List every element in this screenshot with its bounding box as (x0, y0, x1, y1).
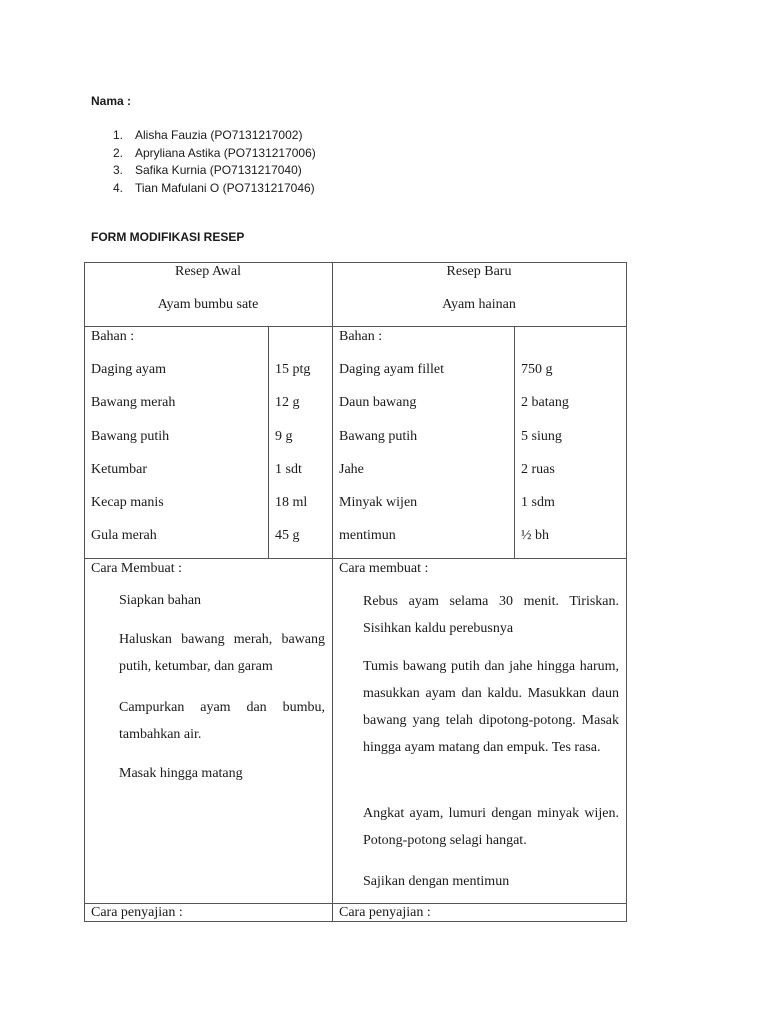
member-item (91, 180, 316, 198)
method-step: Haluskan bawang merah, bawang putih, ketumbar, dan garam (119, 632, 325, 674)
ingredient-name: Jahe (339, 462, 364, 477)
ingredient-name: Kecap manis (91, 495, 164, 510)
ingredient-name: Bawang merah (91, 395, 176, 410)
ingredient-qty: 45 g (275, 528, 300, 543)
ingredient-qty: 12 g (275, 395, 300, 410)
member-name: Apryliana Astika (PO7131217006) (135, 145, 316, 160)
right-dish-name: Ayam hainan (442, 297, 516, 312)
ingredient-qty: 15 ptg (275, 362, 311, 377)
ingredient-name: Daging ayam (91, 362, 167, 377)
member-number: 4. (113, 180, 124, 195)
ingredient-name: Daging ayam fillet (339, 362, 444, 377)
table-column-divider (332, 262, 333, 922)
ingredient-name: Bawang putih (91, 429, 170, 444)
ingredient-name: Daun bawang (339, 395, 417, 410)
left-heading: Resep Awal (175, 264, 241, 279)
ingredient-qty: 9 g (275, 429, 293, 444)
member-name: Tian Mafulani O (PO7131217046) (135, 180, 315, 195)
ingredient-name: mentimun (339, 528, 396, 543)
method-step: Masak hingga matang (119, 766, 243, 781)
member-name: Safika Kurnia (PO7131217040) (135, 163, 302, 177)
method-step: Siapkan bahan (119, 593, 202, 608)
right-heading: Resep Baru (446, 264, 512, 279)
left-serving-label: Cara penyajian : (91, 905, 183, 920)
member-list (91, 127, 316, 197)
member-item (91, 145, 316, 163)
member-item (91, 127, 316, 145)
right-serving-label: Cara penyajian : (339, 905, 431, 920)
left-method-label: Cara Membuat : (91, 561, 182, 576)
right-bahan-label: Bahan : (339, 329, 383, 344)
member-number: 3. (113, 163, 124, 177)
left-bahan-label: Bahan : (91, 329, 135, 344)
member-name: Alisha Fauzia (PO7131217002) (135, 128, 303, 142)
table-divider (84, 903, 627, 904)
ingredient-qty: 1 sdm (521, 495, 555, 510)
ingredient-name: Ketumbar (91, 462, 147, 477)
form-title: FORM MODIFIKASI RESEP (91, 230, 245, 244)
ingredient-name: Gula merah (91, 528, 157, 543)
method-step: Angkat ayam, lumuri dengan minyak wijen. Potong-potong selagi hangat. (363, 806, 619, 848)
member-number: 2. (113, 145, 124, 160)
ingredient-qty: 2 ruas (521, 462, 555, 477)
method-step: Rebus ayam selama 30 menit. Tiriskan. Sisihkan kaldu perebusnya (363, 594, 619, 636)
table-divider (84, 558, 627, 559)
member-item (91, 162, 316, 180)
method-step: Sajikan dengan mentimun (363, 874, 510, 889)
nama-label: Nama : (91, 94, 132, 108)
ingredient-qty: 2 batang (521, 395, 569, 410)
table-divider (84, 326, 627, 327)
ingredient-qty: 18 ml (275, 495, 308, 510)
table-qty-divider (268, 326, 269, 559)
table-border-top (84, 262, 627, 263)
ingredient-name: Minyak wijen (339, 495, 418, 510)
left-dish-name: Ayam bumbu sate (157, 297, 259, 312)
ingredient-qty: 750 g (521, 362, 553, 377)
ingredient-qty: 1 sdt (275, 462, 302, 477)
method-step: Tumis bawang putih dan jahe hingga harum, masukkan ayam dan kaldu. Masukkan daun bawang yang telah dipotong-potong. Masak hingga ayam matang dan empuk. Tes rasa. (363, 659, 619, 755)
right-method-label: Cara membuat : (339, 561, 429, 576)
method-step: Campurkan ayam dan bumbu, tambahkan air. (119, 700, 325, 742)
table-border-left (84, 262, 85, 922)
ingredient-qty: ½ bh (521, 528, 549, 543)
table-border-bottom (84, 921, 627, 922)
member-number: 1. (113, 128, 124, 142)
ingredient-qty: 5 siung (521, 429, 562, 444)
table-border-right (626, 262, 627, 922)
ingredient-name: Bawang putih (339, 429, 418, 444)
table-qty-divider (514, 326, 515, 559)
